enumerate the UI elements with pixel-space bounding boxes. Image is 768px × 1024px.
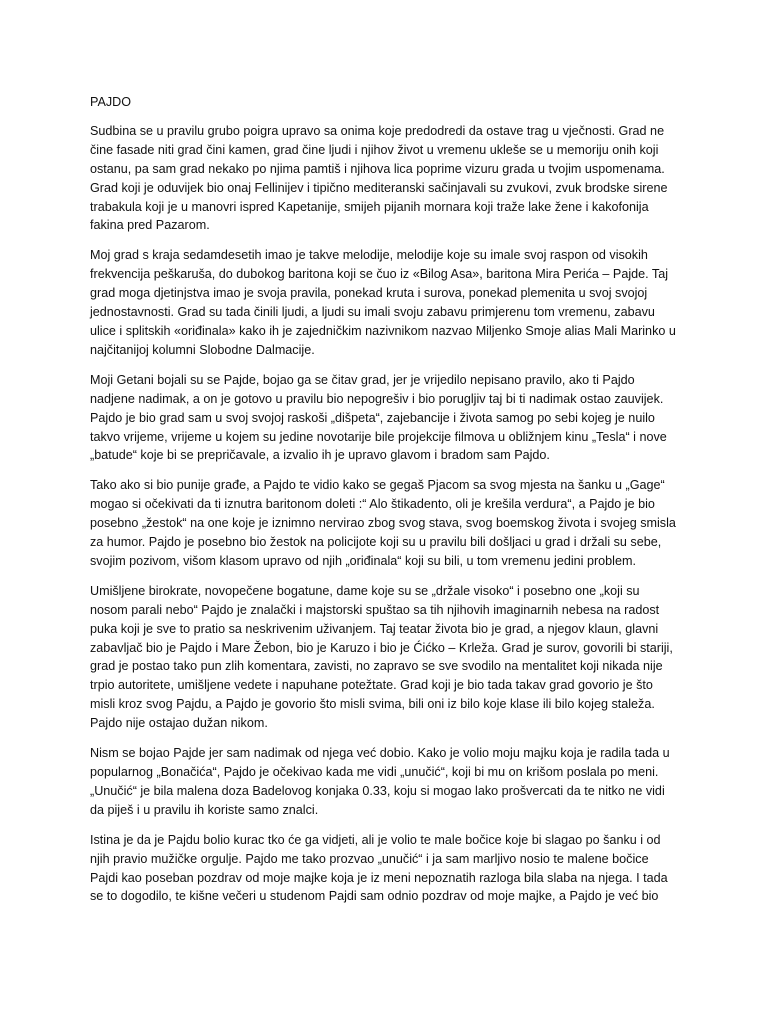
paragraph-6: Nism se bojao Pajde jer sam nadimak od njega već dobio. Kako je volio moju majku koja je radila tada u popularnog „Bonačića“, Pajdo je očekivao kada me vidi „unučić“, koji bi mu on krišom poslala po meni. „Unučić“ je bila malena doza Badelovog konjaka 0.33, koju si mogao lako prošvercati da te nitko ne vidi da piješ i u pravilu ih koriste samo znalci.: [90, 746, 670, 817]
paragraph-1: Sudbina se u pravilu grubo poigra upravo sa onima koje predodredi da ostave trag u vječnosti. Grad ne čine fasade niti grad čini kamen, grad čine ljudi i njihov život u vremenu ukleše se u memoriju onih koji ostanu, pa sam grad nekako po njima pamtiš i njihova lica poprime vizuru grada u tvojim uspomenama. Grad koji je oduvijek bio onaj Fellinijev i tipično mediteranski sačinjavali su zvukovi, zvuk brodske sirene trabakula koji je u manovri ispred Kapetanije, smijeh pijanih mornara koji traže lake žene i kakofonija fakina pred Pazarom.: [90, 123, 668, 233]
paragraph-5: Umišljene birokrate, novopečene bogatune, dame koje su se „držale visoko“ i posebno one „koji su nosom parali nebo“ Pajdo je znalački i majstorski spuštao sa tih njihovih imaginarnih nebesa na radost puka koji je sve to pratio sa neskrivenim uživanjem. Taj teatar života bio je grad, a njegov klaun, glavni zabavljač bio je Pajdo i Mare Žebon, bio je Karuzo i bio je Ćićko – Krleža. Grad je surov, govorili bi stariji, grad je postao tako pun zlih komentara, zavisti, no zapravo se sve svodilo na mentalitet koji nikada nije trpio autoritete, umišljene vedete i napuhane potežtate. Grad koji je bio tada takav grad govorio je što misli kroz svog Pajdu, a Pajdo je govorio što misli svima, bili oni iz bilo koje klase ili bilo kojeg staleža. Pajdo nije ostajao dužan nikom.: [90, 583, 673, 731]
paragraph-7: Istina je da je Pajdu bolio kurac tko će ga vidjeti, ali je volio te male bočice koje bi slagao po šanku i od njih pravio mužičke orgulje. Pajdo me tako prozvao „unučić“ i ja sam marljivo nosio te malene bočice Pajdi kao poseban pozdrav od moje majke koja je iz meni nepoznatih razloga bila slaba na njega. I tada se to dogodilo, te kišne večeri u studenom Pajdi sam odnio pozdrav od moje majke, a Pajdo je već bio: [90, 832, 668, 904]
paragraph-3: Moji Getani bojali su se Pajde, bojao ga se čitav grad, jer je vrijedilo nepisano pravilo, ako ti Pajdo nadjene nadimak, a on je gotovo u pravilu bio nepogrešiv i bio porugljiv taj bi ti nadimak ostao zauvijek. Pajdo je bio grad sam u svoj svojoj raskoši „dišpeta“, zajebancije i života samog po sebi kojeg je nuilo takvo vrijeme, vrijeme u kojem su jedine novotarije bile projekcije filmova u obližnjem kinu „Tesla“ i nove „batude“ koje bi se prepričavale, a izvalio ih je upravo glavom i bradom sam Pajdo.: [90, 372, 667, 463]
paragraph-4: Tako ako si bio punije građe, a Pajdo te vidio kako se gegaš Pjacom sa svog mjesta na šanku u „Gage“ mogao si očekivati da ti iznutra baritonom doleti :“ Alo štikadento, oli je krešila verdura“, a Pajdo je bio posebno „žestok“ na one koje je iznimno nervirao zbog svog stava, svog boemskog života i svojeg smisla za humor. Pajdo je posebno bio žestok na policijote koji su u pravilu bili došljaci u grad i držali su sebe, svojim pozivom, višom klasom upravo od njih „oriđinala“ koji su bili, u tom vremenu jedini problem.: [90, 478, 676, 568]
document-page: [90, 93, 680, 917]
document-title: PAJDO: [90, 95, 132, 109]
paragraph-2: Moj grad s kraja sedamdesetih imao je takve melodije, melodije koje su imale svoj raspon od visokih frekvencija peškaruša, do dubokog baritona koji se čuo iz «Bilog Asa», baritona Mira Perića – Pajde. Taj grad moga djetinjstva imao je svoja pravila, ponekad kruta i surova, ponekad plemenita u svoj svojoj jednostavnosti. Grad su tada činili ljudi, a ljudi su imali svoju zabavu primjerenu tom vremenu, zabavu ulice i splitskih «oriđinala» kako ih je zajedničkim nazivnikom nazvao Miljenko Smoje alias Mali Marinko u najčitanijoj kolumni Slobodne Dalmacije.: [90, 248, 676, 357]
